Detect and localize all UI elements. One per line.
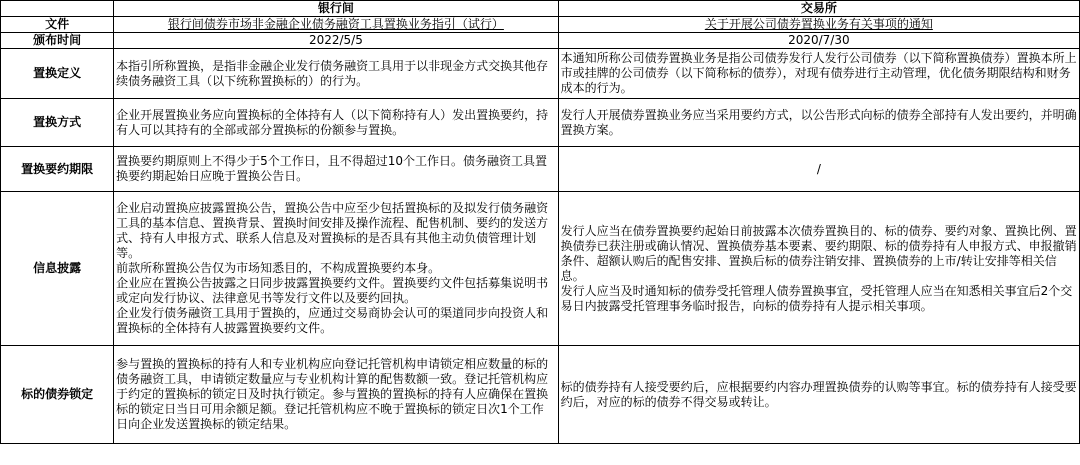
label-publish-date: 颁布时间 — [1, 33, 114, 49]
lock-interbank: 参与置换的置换标的持有人和专业机构应向登记托管机构申请锁定相应数量的标的债务融资工具，申请锁定数量应与专业机构计算的配售数额一致。登记托管机构应于约定的置换标的锁定日及时执行锁定。参与置换的置换标的持有人应确保在置换标的锁定日当日可用余额足额。登记托管机构应不晚于置换标的锁定日次1个工作日向企业发送置换标的锁定结果。 — [114, 346, 559, 444]
disclosure-exchange-para: 发行人应当及时通知标的债券受托管理人债券置换事宜，受托管理人应当在知悉相关事宜后2个交易日内披露受托管理事务临时报告，向标的债券持有人提示相关事项。 — [560, 283, 1073, 313]
header-exchange: 交易所 — [558, 1, 1079, 17]
offer-period-interbank: 置换要约期原则上不得少于5个工作日，且不得超过10个工作日。债务融资工具置换要约期起始日应晚于置换公告日。 — [114, 147, 559, 192]
definition-exchange: 本通知所称公司债券置换业务是指公司债券发行人发行公司债券（以下简称置换债券）置换本所上市或挂牌的公司债券（以下简称标的债券），对现有债券进行主动管理，优化债务期限结构和财务成本的行为。 — [558, 49, 1079, 99]
document-exchange: 关于开展公司债券置换业务有关事项的通知 — [558, 17, 1079, 33]
row-method — [1, 99, 1080, 147]
publish-date-exchange: 2020/7/30 — [558, 33, 1079, 49]
disclosure-interbank-para: 前款所称置换公告仅为市场知悉目的，不构成置换要约本身。 — [116, 261, 441, 275]
disclosure-interbank-para: 企业启动置换应披露置换公告，置换公告中应至少包括置换标的及拟发行债务融资工具的基本信息、置换背景、置换时间安排及操作流程、配售机制、要约的发送方式、持有人申报方式、联系人信息及对置换标的是否具有其他主动负债管理计划等。 — [116, 201, 549, 260]
label-disclosure: 信息披露 — [1, 192, 114, 346]
row-definition — [1, 49, 1080, 99]
label-lock: 标的债券锁定 — [1, 346, 114, 444]
definition-interbank: 本指引所称置换，是指非金融企业发行债务融资工具用于以非现金方式交换其他存续债务融资工具（以下统称置换标的）的行为。 — [114, 49, 559, 99]
row-document — [1, 17, 1080, 33]
row-lock — [1, 346, 1080, 444]
header-interbank: 银行间 — [114, 1, 559, 17]
label-offer-period: 置换要约期限 — [1, 147, 114, 192]
method-exchange: 发行人开展债券置换业务应当采用要约方式，以公告形式向标的债券全部持有人发出要约，并明确置换方案。 — [558, 99, 1079, 147]
row-publish-date — [1, 33, 1080, 49]
method-interbank: 企业开展置换业务应向置换标的全体持有人（以下简称持有人）发出置换要约，持有人可以其持有的全部或部分置换标的份额参与置换。 — [114, 99, 559, 147]
document-interbank: 银行间债券市场非金融企业债务融资工具置换业务指引（试行） — [114, 17, 559, 33]
disclosure-exchange-para: 发行人应当在债券置换要约起始日前披露本次债券置换目的、标的债券、要约对象、置换比例、置换债券已获注册或确认情况、置换债券基本要素、要约期限、标的债券持有人申报方式、申报撤销条件、超额认购后的配售安排、置换后标的债券注销安排、置换债券的上市/转让安排等相关信息。 — [560, 223, 1077, 283]
corner-cell — [1, 1, 114, 17]
publish-date-interbank: 2022/5/5 — [114, 33, 559, 49]
disclosure-interbank-para: 企业应在置换公告披露之日同步披露置换要约文件。置换要约文件包括募集说明书或定向发行协议、法律意见书等发行文件以及要约回执。 — [116, 276, 549, 305]
disclosure-exchange — [558, 192, 1079, 346]
offer-period-exchange: / — [558, 147, 1079, 192]
row-disclosure — [1, 192, 1080, 346]
lock-exchange: 标的债券持有人接受要约后，应根据要约内容办理置换债券的认购等事宜。标的债券持有人接受要约后，对应的标的债券不得交易或转让。 — [558, 346, 1079, 444]
label-document: 文件 — [1, 17, 114, 33]
label-definition: 置换定义 — [1, 49, 114, 99]
label-method: 置换方式 — [1, 99, 114, 147]
header-row — [1, 1, 1080, 17]
disclosure-interbank — [114, 192, 559, 346]
row-offer-period — [1, 147, 1080, 192]
disclosure-interbank-para: 企业发行债务融资工具用于置换的，应通过交易商协会认可的渠道同步向投资人和置换标的全体持有人披露置换要约文件。 — [116, 306, 549, 335]
